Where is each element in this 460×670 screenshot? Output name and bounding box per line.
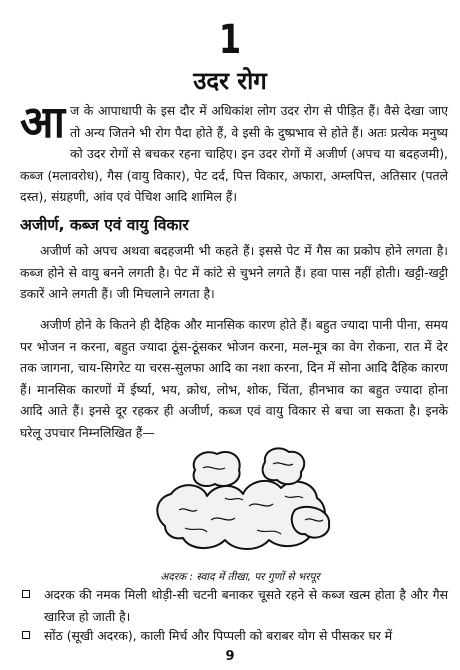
remedy-text: सोंठ (सूखी अदरक), काली मिर्च और पिप्पली को बराबर योग से पीसकर घर में: [44, 628, 393, 643]
chapter-number: 1: [218, 17, 242, 63]
section-paragraph-1: अजीर्ण को अपच अथवा बदहजमी भी कहते हैं। इससे पेट में गैस का प्रकोप होने लगता है। कब्ज होने से वायु बनने लगती है। पेट में कांटे से चुभने लगते हैं। हवा पास नहीं होती। खट्टी-खट्टी डकारें आने लगती हैं। जी मिचलाने लगता है।: [20, 243, 448, 301]
ginger-root-icon: [145, 440, 335, 564]
drop-cap: आ: [20, 97, 65, 148]
section-paragraph-2: अजीर्ण होने के कितने ही दैहिक और मानसिक कारण होते हैं। बहुत ज्यादा पानी पीना, समय पर भोजन न करना, बहुत ज्यादा ठूंस-ठूंसकर भोजन करना, मल-मूत्र का वेग रोकना, रात में देर तक जागना, चाय-सिगरेट या चरस-सुलफा आदि का नशा करना, दिन में सोना आदि दैहिक कारण हैं। मानसिक कारणों में ईर्ष्या, भय, क्रोध, लोभ, शोक, चिंता, हीनभाव का बहुत ज्यादा होना आदि आते हैं। इनसे दूर रहकर ही अजीर्ण, कब्ज एवं वायु विकार से बचा जा सकता है। इनके घरेलू उपचार निम्नलिखित हैं—: [20, 317, 448, 440]
page-number: 9: [225, 649, 235, 664]
figure-caption: अदरक : स्वाद में तीखा, पर गुणों से भरपूर: [160, 571, 320, 583]
remedy-item: [20, 625, 448, 647]
square-bullet-icon: [22, 631, 30, 639]
remedy-item: [20, 584, 448, 627]
section-heading: अजीर्ण, कब्ज एवं वायु विकार: [20, 216, 189, 234]
intro-text: ज के आपाधापी के इस दौर में अधिकांश लोग उदर रोग से पीड़ित हैं। वैसे देखा जाए तो अन्य जितने भी रोग पैदा होते हैं, वे इसी के दुष्प्रभाव से होते हैं। अतः प्रत्येक मनुष्य को उदर रोगों से बचकर रहना चाहिए। इन उदर रोगों में अजीर्ण (अपच या बदहजमी), कब्ज (मलावरोध), गैस (वायु विकार), पेट दर्द, पित्त विकार, अफारा, अम्लपित्त, अतिसार (पतले दस्त), संग्रहणी, आंव एवं पेचिश आदि शामिल हैं।: [20, 103, 448, 204]
square-bullet-icon: [22, 590, 30, 598]
remedy-text: अदरक की नमक मिली थोड़ी-सी चटनी बनाकर चूसते रहने से कब्ज खत्म होता है और गैस खारिज हो जाती है।: [44, 587, 448, 624]
chapter-title: उदर रोग: [193, 67, 267, 95]
intro-paragraph: [20, 97, 448, 208]
ginger-illustration: [145, 440, 335, 564]
